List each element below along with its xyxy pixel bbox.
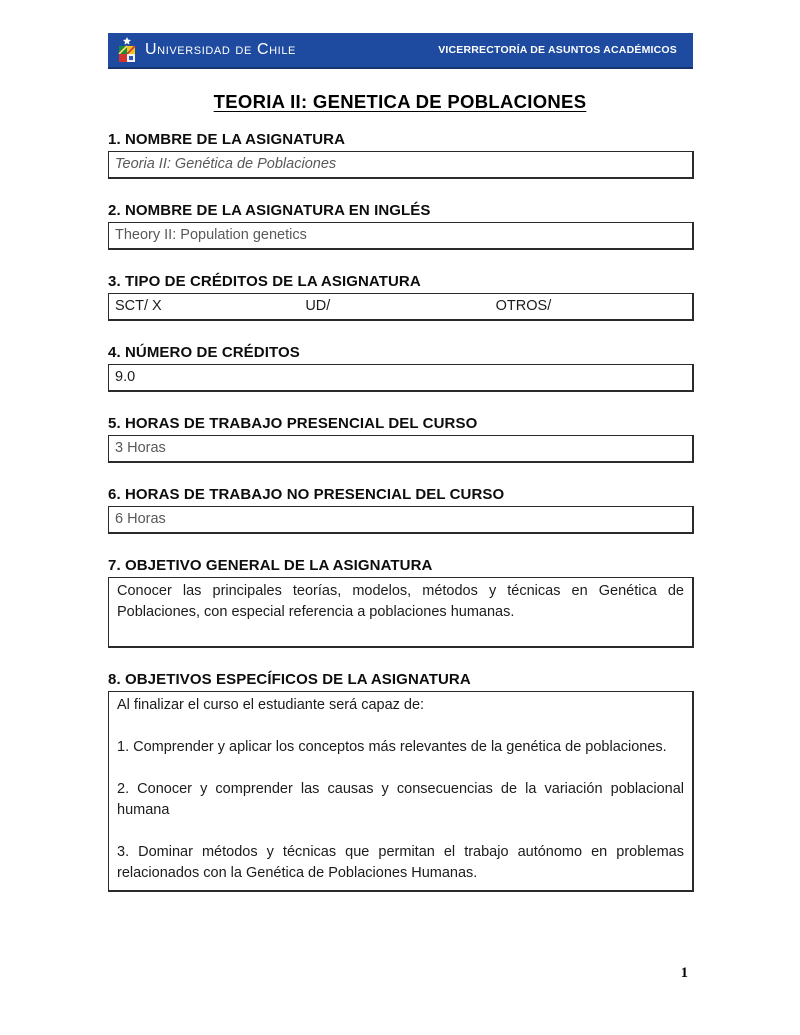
credit-type-cell: OTROS/: [495, 298, 552, 314]
field-value: 9.0: [115, 369, 136, 385]
field-value: 6 Horas: [115, 511, 166, 527]
section-heading: 3. TIPO DE CRÉDITOS DE LA ASIGNATURA: [108, 273, 421, 290]
section-3: [108, 273, 694, 321]
section-value-box: [108, 222, 694, 250]
section-value-box: [108, 435, 694, 463]
section-value-box: [108, 577, 694, 648]
vicerrectoria-label: VICERRECTORÍA DE ASUNTOS ACADÉMICOS: [438, 44, 677, 56]
section-value-box: [108, 691, 694, 892]
section-5: [108, 415, 694, 463]
section-value-box: [108, 506, 694, 534]
document-title: TEORIA II: GENETICA DE POBLACIONES: [213, 91, 587, 112]
credit-type-cell: UD/: [305, 298, 331, 314]
objective-paragraph: 2. Conocer y comprender las causas y consecuencias de la variación poblacional humana: [117, 781, 684, 818]
university-logo-icon: [118, 37, 136, 64]
sections-container: [108, 131, 694, 915]
objective-paragraph: Al finalizar el curso el estudiante será capaz de:: [117, 697, 425, 713]
section-heading: 8. OBJETIVOS ESPECÍFICOS DE LA ASIGNATURA: [108, 671, 471, 688]
section-6: [108, 486, 694, 534]
section-heading: 1. NOMBRE DE LA ASIGNATURA: [108, 131, 346, 148]
section-heading: 7. OBJETIVO GENERAL DE LA ASIGNATURA: [108, 557, 433, 574]
section-value-box: [108, 151, 694, 179]
objective-paragraph: Conocer las principales teorías, modelos, métodos y técnicas en Genética de Poblaciones, con especial referencia a poblaciones humanas.: [117, 583, 684, 620]
section-7: [108, 557, 694, 648]
section-4: [108, 344, 694, 392]
field-value: Teoria II: Genética de Poblaciones: [115, 156, 337, 172]
university-name: Universidad de Chile: [145, 41, 296, 58]
credit-type-cell: SCT/ X: [115, 298, 162, 314]
section-2: [108, 202, 694, 250]
header-bar: [108, 33, 693, 69]
section-heading: 2. NOMBRE DE LA ASIGNATURA EN INGLÉS: [108, 202, 431, 219]
section-value-box: [108, 364, 694, 392]
section-heading: 6. HORAS DE TRABAJO NO PRESENCIAL DEL CURSO: [108, 486, 505, 503]
objective-paragraph: 1. Comprender y aplicar los conceptos más relevantes de la genética de poblaciones.: [117, 739, 667, 755]
field-value: 3 Horas: [115, 440, 166, 456]
field-value: Theory II: Population genetics: [115, 227, 307, 243]
section-heading: 5. HORAS DE TRABAJO PRESENCIAL DEL CURSO: [108, 415, 478, 432]
section-value-box: [108, 293, 694, 321]
section-8: [108, 671, 694, 892]
page-number: 1: [680, 965, 688, 981]
objective-paragraph: 3. Dominar métodos y técnicas que permitan el trabajo autónomo en problemas relacionados con la Genética de Poblaciones Humanas.: [117, 844, 684, 881]
section-heading: 4. NÚMERO DE CRÉDITOS: [108, 344, 300, 361]
section-1: [108, 131, 694, 179]
